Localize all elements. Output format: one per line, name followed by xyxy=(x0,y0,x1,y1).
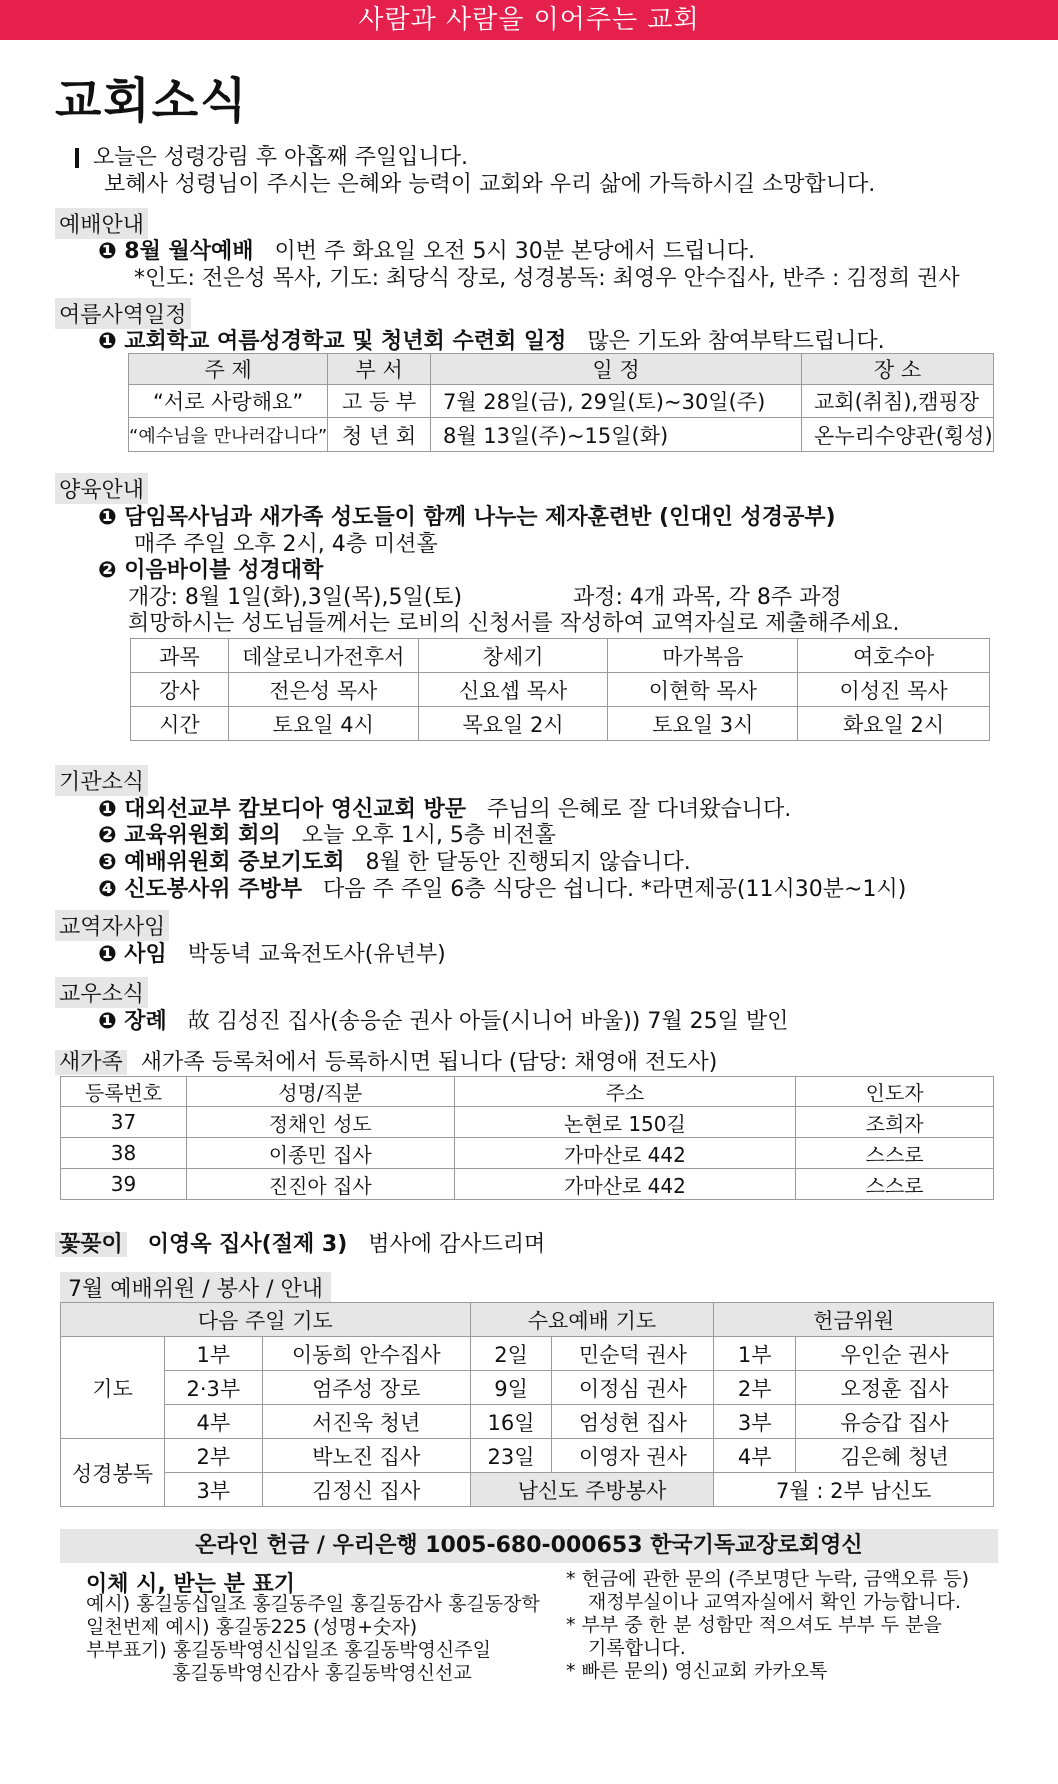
table-row xyxy=(129,418,994,452)
row-label: 과목 xyxy=(131,639,229,673)
nurture-course: 과정: 4개 과목, 각 8주 과정 xyxy=(573,585,842,610)
section-summer: 여름사역일정 xyxy=(55,298,191,329)
table-row xyxy=(61,1405,994,1439)
column-header: 다음 주일 기도 xyxy=(61,1303,471,1337)
table-cell: 3부 xyxy=(164,1473,262,1507)
column-header: 주 제 xyxy=(129,354,328,385)
org-item-2: ❷ 교육위원회 회의 오늘 오후 1시, 5층 비전홀 xyxy=(98,823,556,848)
table-cell: 38 xyxy=(61,1138,187,1169)
row-label: 성경봉독 xyxy=(61,1439,165,1507)
table-cell: 1부 xyxy=(164,1337,262,1371)
table-row xyxy=(61,1439,994,1473)
members-item-1: ❶ 장례 故 김성진 집사(송응순 권사 아들(시니어 바울)) 7월 25일 발인 xyxy=(98,1009,789,1034)
table-cell: 토요일 4시 xyxy=(228,707,418,741)
table-row xyxy=(61,1138,994,1169)
table-cell: 이동희 안수집사 xyxy=(262,1337,470,1371)
bullet-bar-icon xyxy=(75,148,79,168)
section-duty: 7월 예배위원 / 봉사 / 안내 xyxy=(60,1272,331,1303)
column-header: 주소 xyxy=(454,1077,796,1107)
table-cell: 교회(취침),캠핑장 xyxy=(802,385,994,418)
column-header: 성명/직분 xyxy=(186,1077,454,1107)
column-header: 일 정 xyxy=(430,354,801,385)
table-cell: 논현로 150길 xyxy=(454,1107,796,1138)
section-staff: 교역자사임 xyxy=(55,910,169,941)
table-cell: 스스로 xyxy=(796,1169,994,1200)
online-offering-banner: 온라인 헌금 / 우리은행 1005-680-000653 한국기독교장로회영신 xyxy=(60,1529,998,1563)
column-header: 헌금위원 xyxy=(714,1303,994,1337)
row-label: 강사 xyxy=(131,673,229,707)
org-item-4: ❹ 신도봉사위 주방부 다음 주 주일 6층 식당은 쉽니다. *라면제공(11시30분~1시) xyxy=(98,877,907,902)
table-row xyxy=(131,673,990,707)
column-header: 인도자 xyxy=(796,1077,994,1107)
table-cell: 마가복음 xyxy=(608,639,798,673)
offering-note-5: * 빠른 문의) 영신교회 카카오톡 xyxy=(566,1660,828,1682)
table-cell: 목요일 2시 xyxy=(418,707,608,741)
table-cell: 이성진 목사 xyxy=(798,673,990,707)
table-cell: 이영자 권사 xyxy=(552,1439,714,1473)
table-cell: 신요셉 목사 xyxy=(418,673,608,707)
table-cell: “예수님을 만나러갑니다” xyxy=(129,418,328,452)
table-row xyxy=(131,639,990,673)
column-header: 부 서 xyxy=(328,354,431,385)
section-flowers: 꽃꽂이 xyxy=(55,1232,127,1257)
table-row xyxy=(61,1473,994,1507)
section-nurture: 양육안내 xyxy=(55,473,148,504)
table-cell: 김정신 집사 xyxy=(262,1473,470,1507)
table-cell: 9일 xyxy=(470,1371,552,1405)
table-cell: 3부 xyxy=(714,1405,796,1439)
table-cell: 7월 28일(금), 29일(토)~30일(주) xyxy=(430,385,801,418)
worship-item-1: ❶ 8월 월삭예배 이번 주 화요일 오전 5시 30분 본당에서 드립니다. xyxy=(98,239,755,264)
table-cell: 스스로 xyxy=(796,1138,994,1169)
nurture-item-1-text: 매주 주일 오후 2시, 4층 미션홀 xyxy=(134,532,438,557)
table-cell: 데살로니가전후서 xyxy=(228,639,418,673)
table-cell: 4부 xyxy=(164,1405,262,1439)
transfer-example-3: 부부표기) 홍길동박영신십일조 홍길동박영신주일 xyxy=(86,1639,491,1661)
table-cell: 37 xyxy=(61,1107,187,1138)
transfer-example-1: 예시) 홍길동십일조 홍길동주일 홍길동감사 홍길동장학 xyxy=(86,1593,540,1615)
table-cell: 화요일 2시 xyxy=(798,707,990,741)
intro-line-1: 오늘은 성령강림 후 아홉째 주일입니다. xyxy=(75,140,468,171)
nurture-note: 희망하시는 성도님들께서는 로비의 신청서를 작성하여 교역자실로 제출해주세요. xyxy=(128,611,900,636)
table-cell: 이종민 집사 xyxy=(186,1138,454,1169)
org-item-3: ❸ 예배위원회 중보기도회 8월 한 달동안 진행되지 않습니다. xyxy=(98,850,691,875)
transfer-example-4: 홍길동박영신감사 홍길동박영신선교 xyxy=(172,1662,472,1684)
table-cell: 박노진 집사 xyxy=(262,1439,470,1473)
column-header: 등록번호 xyxy=(61,1077,187,1107)
staff-item-1: ❶ 사임 박동녁 교육전도사(유년부) xyxy=(98,942,446,967)
table-cell: 2일 xyxy=(470,1337,552,1371)
kitchen-service-detail: 7월 : 2부 남신도 xyxy=(714,1473,994,1507)
offering-note-1: * 헌금에 관한 문의 (주보명단 누락, 금액오류 등) xyxy=(566,1568,970,1590)
table-cell: 4부 xyxy=(714,1439,796,1473)
row-label: 기도 xyxy=(61,1337,165,1439)
table-cell: 전은성 목사 xyxy=(228,673,418,707)
table-cell: 정채인 성도 xyxy=(186,1107,454,1138)
table-row xyxy=(129,385,994,418)
page-title: 교회소식 xyxy=(55,73,249,129)
table-cell: 8월 13일(주)~15일(화) xyxy=(430,418,801,452)
summer-schedule-table xyxy=(128,353,994,452)
offering-note-2: 재정부실이나 교역자실에서 확인 가능합니다. xyxy=(588,1591,961,1613)
offering-note-4: 기록합니다. xyxy=(588,1637,686,1659)
table-cell: 이정심 권사 xyxy=(552,1371,714,1405)
duty-table xyxy=(60,1302,994,1507)
table-cell: 23일 xyxy=(470,1439,552,1473)
table-row xyxy=(131,707,990,741)
nurture-item-1: ❶ 담임목사님과 새가족 성도들이 함께 나누는 제자훈련반 (인대인 성경공부) xyxy=(98,505,836,530)
transfer-note-title: 이체 시, 받는 분 표기 xyxy=(86,1572,296,1597)
nurture-item-2: ❷ 이음바이블 성경대학 xyxy=(98,558,324,583)
transfer-example-2: 일천번제 예시) 홍길동225 (성명+숫자) xyxy=(86,1616,418,1638)
newfamily-line: 새가족 새가족 등록처에서 등록하시면 됩니다 (담당: 채영애 전도사) xyxy=(55,1045,717,1076)
column-header: 수요예배 기도 xyxy=(470,1303,714,1337)
section-org: 기관소식 xyxy=(55,765,148,796)
section-worship: 예배안내 xyxy=(55,208,148,239)
intro-line-2: 보혜사 성령님이 주시는 은혜와 능력이 교회와 우리 삶에 가득하시길 소망합니다. xyxy=(104,172,876,197)
table-row xyxy=(61,1371,994,1405)
table-cell: 우인순 권사 xyxy=(796,1337,994,1371)
table-cell: 가마산로 442 xyxy=(454,1138,796,1169)
table-cell: 토요일 3시 xyxy=(608,707,798,741)
nurture-open-date: 개강: 8월 1일(화),3일(목),5일(토) xyxy=(128,585,463,610)
org-item-1: ❶ 대외선교부 캄보디아 영신교회 방문 주님의 은혜로 잘 다녀왔습니다. xyxy=(98,797,792,822)
table-cell: 민순덕 권사 xyxy=(552,1337,714,1371)
flowers-line: 꽃꽂이 이영옥 집사(절제 3) 범사에 감사드리며 xyxy=(55,1227,545,1258)
table-cell: 조희자 xyxy=(796,1107,994,1138)
kitchen-service-cell: 남신도 주방봉사 xyxy=(470,1473,714,1507)
table-cell: 2·3부 xyxy=(164,1371,262,1405)
offering-note-3: * 부부 중 한 분 성함만 적으셔도 부부 두 분을 xyxy=(566,1614,942,1636)
table-cell: 유승갑 집사 xyxy=(796,1405,994,1439)
table-cell: 여호수아 xyxy=(798,639,990,673)
table-cell: 창세기 xyxy=(418,639,608,673)
bible-college-table xyxy=(130,638,990,741)
table-cell: 2부 xyxy=(714,1371,796,1405)
table-cell: 39 xyxy=(61,1169,187,1200)
row-label: 시간 xyxy=(131,707,229,741)
table-row xyxy=(61,1169,994,1200)
table-cell: 이현학 목사 xyxy=(608,673,798,707)
table-cell: 청 년 회 xyxy=(328,418,431,452)
table-cell: “서로 사랑해요” xyxy=(129,385,328,418)
worship-item-1-detail: *인도: 전은성 목사, 기도: 최당식 장로, 성경봉독: 최영우 안수집사, 반주 : 김정희 권사 xyxy=(134,266,960,291)
table-cell: 1부 xyxy=(714,1337,796,1371)
table-cell: 16일 xyxy=(470,1405,552,1439)
summer-item-1: ❶ 교회학교 여름성경학교 및 청년회 수련회 일정 많은 기도와 참여부탁드립니다. xyxy=(98,329,885,354)
newfamily-table xyxy=(60,1076,994,1200)
table-row xyxy=(61,1337,994,1371)
table-cell: 진진아 집사 xyxy=(186,1169,454,1200)
table-cell: 엄성현 집사 xyxy=(552,1405,714,1439)
church-banner: 사람과 사람을 이어주는 교회 xyxy=(0,0,1058,40)
table-cell: 고 등 부 xyxy=(328,385,431,418)
table-cell: 서진욱 청년 xyxy=(262,1405,470,1439)
table-cell: 엄주성 장로 xyxy=(262,1371,470,1405)
table-row xyxy=(61,1303,994,1337)
table-row xyxy=(61,1107,994,1138)
section-newfamily: 새가족 xyxy=(55,1050,127,1075)
table-row xyxy=(61,1077,994,1107)
column-header: 장 소 xyxy=(802,354,994,385)
table-cell: 오정훈 집사 xyxy=(796,1371,994,1405)
table-cell: 온누리수양관(횡성) xyxy=(802,418,994,452)
table-cell: 김은혜 청년 xyxy=(796,1439,994,1473)
table-cell: 가마산로 442 xyxy=(454,1169,796,1200)
table-cell: 2부 xyxy=(164,1439,262,1473)
section-members: 교우소식 xyxy=(55,977,148,1008)
